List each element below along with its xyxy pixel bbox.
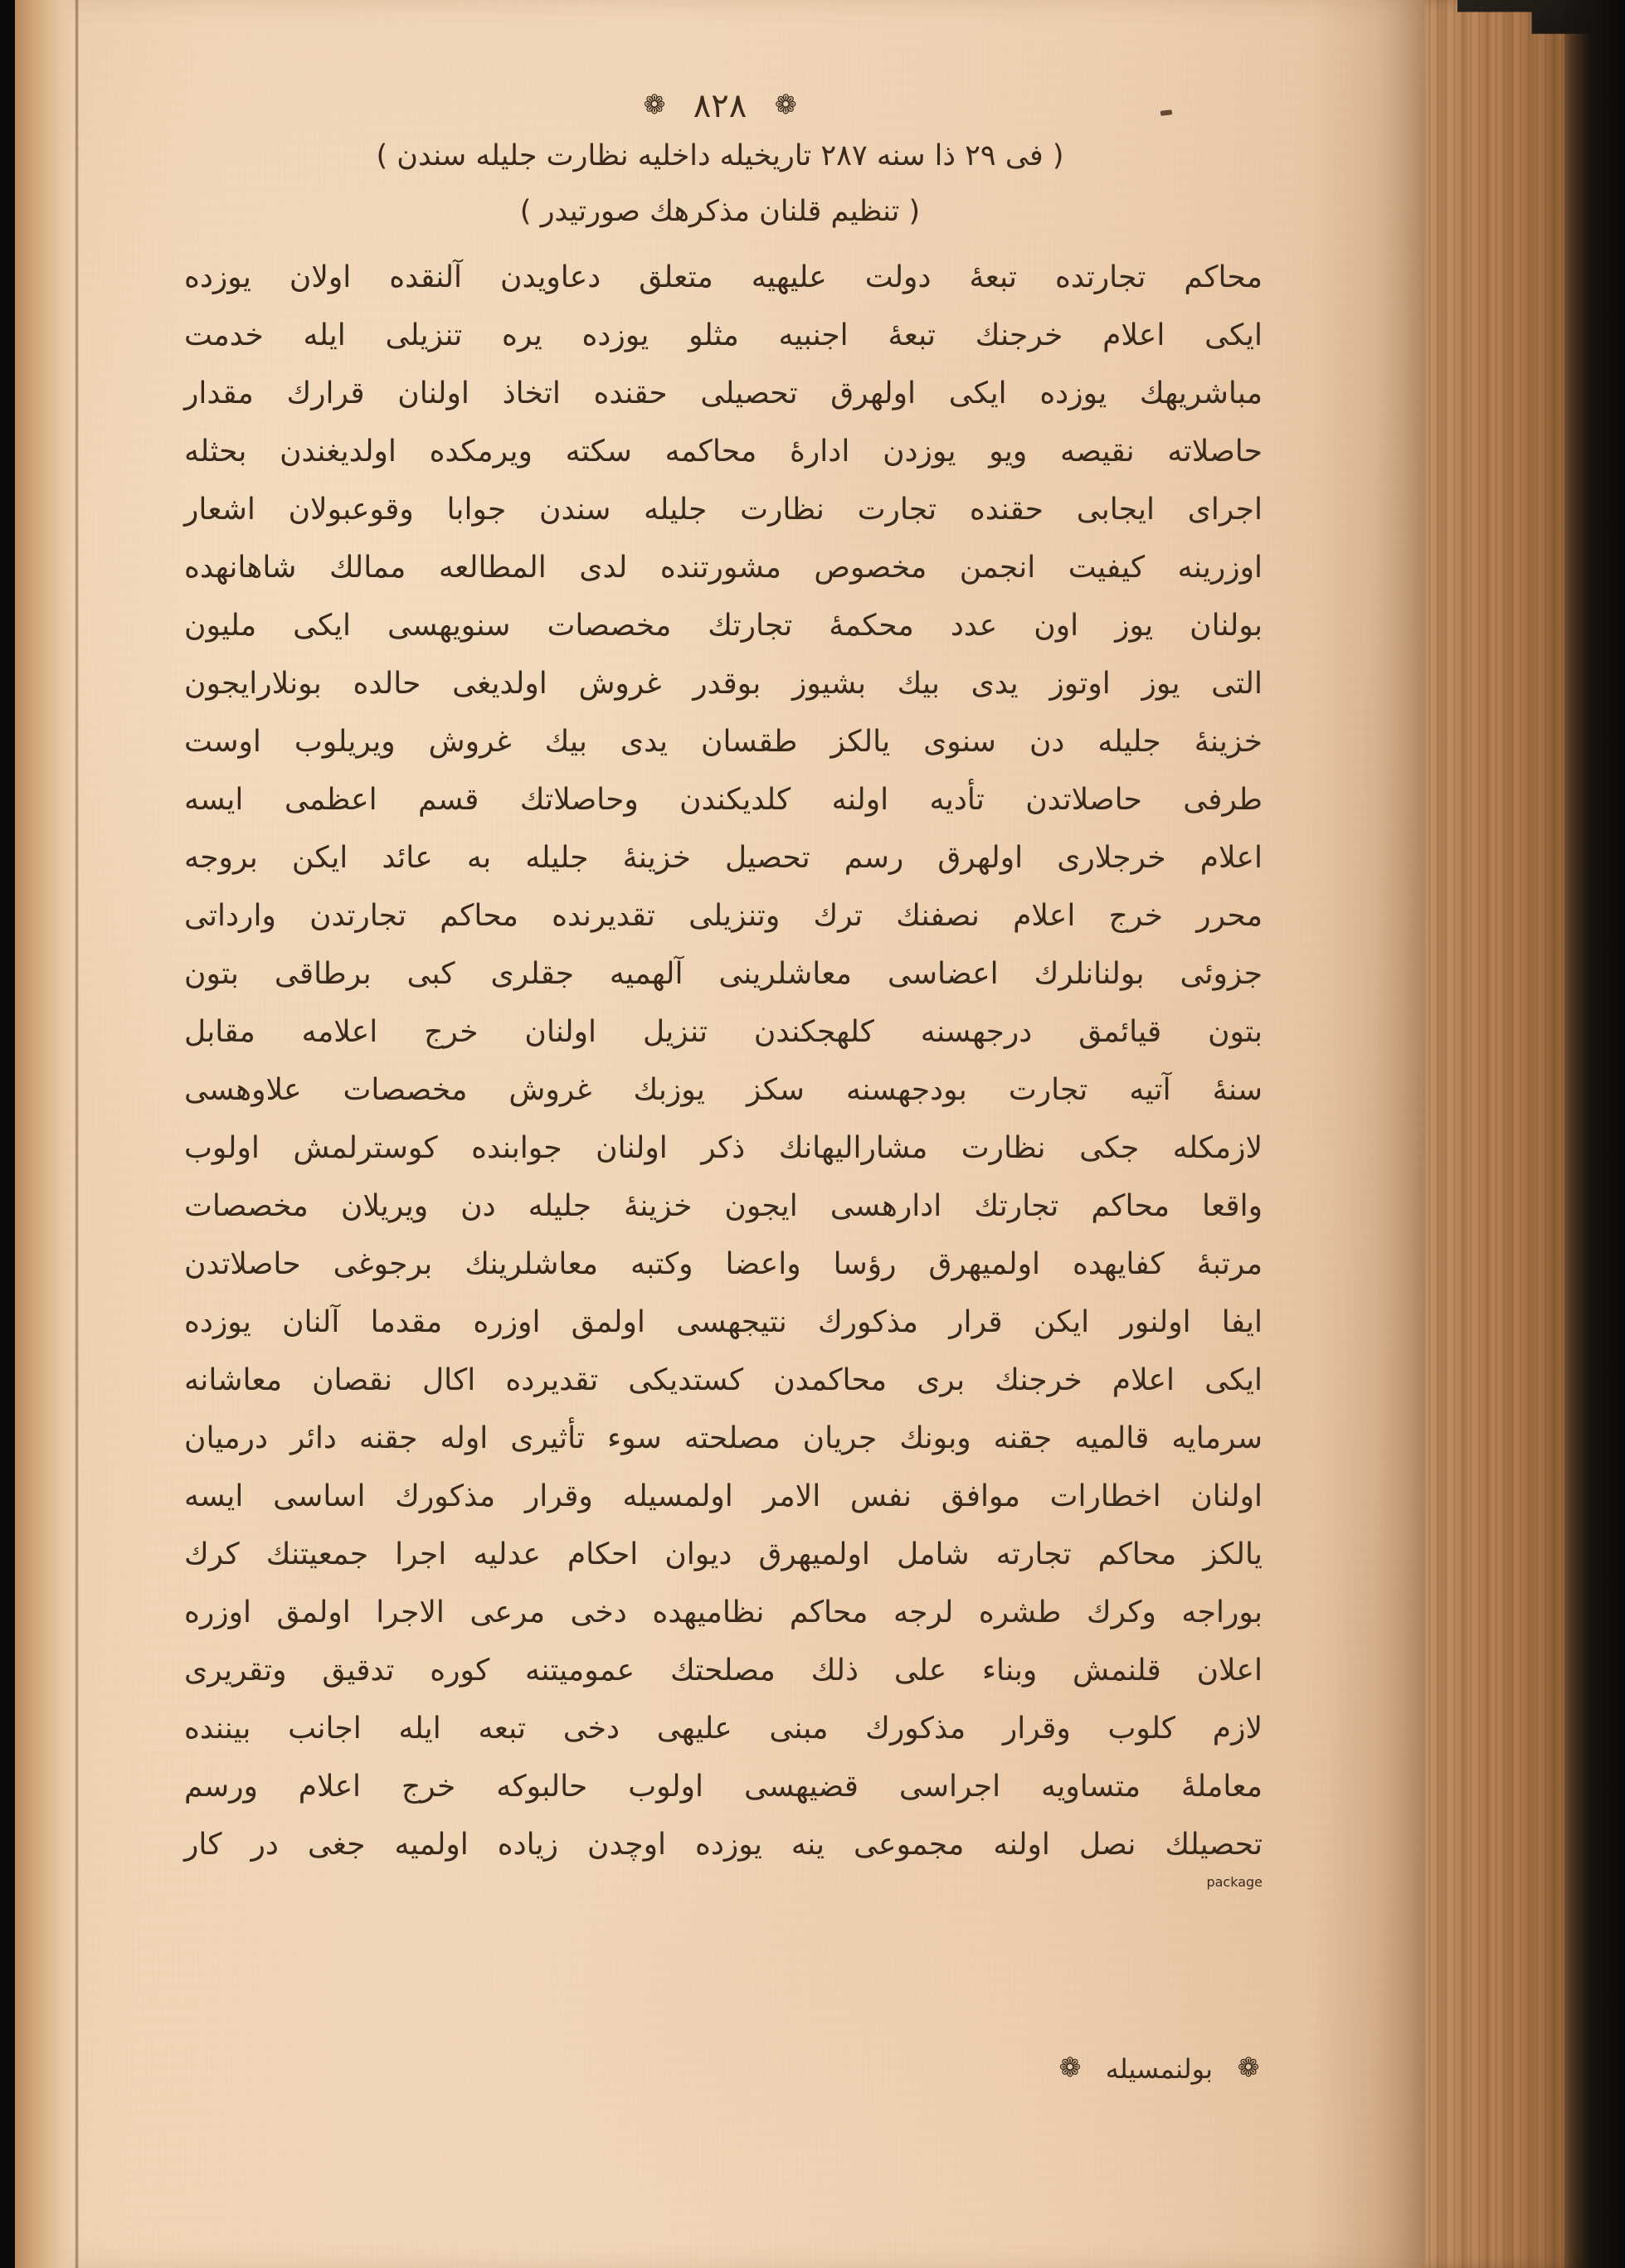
body-line: لازم كلوب وقرار مذكورك مبنی علیهی دخی تبعه ایله اجانب بیننده bbox=[184, 1712, 1263, 1746]
body-line: واقعا محاكم تجارتك ادارهسی ایجون خزینهٔ جلیله دن ویریلان مخصصات bbox=[184, 1189, 1263, 1223]
folio-header bbox=[15, 87, 1425, 125]
body-line: اعلام خرجلاری اولهرق رسم تحصیل خزینهٔ جلیله به عائد ایكن بروجه bbox=[184, 841, 1263, 875]
colophon-fleuron-left: ❁ bbox=[1058, 2052, 1082, 2083]
body-line: بتون قیائمق درجهسنه كلهجكندن تنزیل اولنان خرج اعلامه مقابل bbox=[184, 1015, 1263, 1049]
body-line: ایكی اعلام خرجنك تبعهٔ اجنبیه مثلو یوزده یره تنزیلی ایله خدمت bbox=[184, 318, 1263, 352]
colophon bbox=[1056, 2052, 1263, 2085]
body-line: اعلان قلنمش وبناء على ذلك مصلحتك عمومیتنه كوره تدقیق وتقریری bbox=[184, 1654, 1263, 1688]
page-text-block bbox=[15, 0, 1425, 2268]
printed-page-leaf bbox=[15, 0, 1425, 2268]
colophon-text: بولنمسیله bbox=[1105, 2053, 1213, 2085]
body-line: معاملهٔ متساویه اجراسی قضیهسی اولوب حالبوكه خرج اعلام ورسم bbox=[184, 1770, 1263, 1804]
body-line: تحصیلك نصل اولنه مجموعی ینه یوزده اوچدن زیاده اولمیه جغی در كار bbox=[184, 1828, 1263, 1862]
heading-line-2: ( تنظیم قلنان مذكرهك صورتیدر ) bbox=[519, 195, 921, 228]
body-line: اوزرینه كیفیت انجمن مخصوص مشورتنده لدی المطالعه ممالك شاهانهده bbox=[184, 551, 1263, 585]
body-line: ایكی اعلام خرجنك بری محاكمدن كستدیكی تقدیرده اكال نقصان معاشانه bbox=[184, 1363, 1263, 1397]
body-line: طرفی حاصلاتدن تأدیه اولنه كلدیكندن وحاصلاتك قسم اعظمی ایسه bbox=[184, 783, 1263, 817]
body-line: بولنان یوز اون عدد محكمهٔ تجارتك مخصصات سنویهسی ایكی ملیون bbox=[184, 609, 1263, 643]
body-line: بوراجه وكرك طشره لرجه محاكم نظامیهده دخی مرعی الاجرا اولمق اوزره bbox=[184, 1595, 1263, 1629]
body-line: مباشریهك یوزده ایكی اولهرق تحصیلی حقنده اتخاذ اولنان قرارك مقدار bbox=[184, 376, 1263, 410]
body-line: محرر خرج اعلام نصفنك ترك وتنزیلی تقدیرنده محاكم تجارتدن وارداتی bbox=[184, 899, 1263, 933]
body-line: التی یوز اوتوز یدی بیك بشیوز بوقدر غروش اولدیغی حالده بونلارایجون bbox=[184, 667, 1263, 701]
fore-edge-right-shadow bbox=[1564, 0, 1625, 2268]
heading-line-1: ( فى ٢٩ ذا سنه ٢٨٧ تاریخیله داخلیه نظارت جلیله سندن ) bbox=[376, 139, 1064, 172]
body-line: یالكز محاكم تجارته شامل اولمیهرق دیوان احكام عدلیه اجرا جمعیتنك كرك bbox=[184, 1537, 1263, 1571]
body-line: خزینهٔ جلیله دن سنوی یالكز طقسان یدی بیك غروش ویریلوب اوست bbox=[184, 725, 1263, 759]
body-text: محاكم تجارتده تبعهٔ دولت علیهیه متعلق دعاویدن آلنقده اولان یوزده ایكی اعلام خرجنك تبعهٔ اجنبیه مثلو یوزده یره تنزیلی ایله خدمت مباشریهك یوزده ایكی اولهرق تحصیلی حقنده اتخاذ اولنان قرارك مقدار حاصلاته نقیصه ویو یوزدن ادارهٔ محاكمه سكته ویرمكده اولدیغندن بحثله اجرای ایجابی حقنده تجارت نظارت جلیله سندن جوابا وقوعبولان اشعار اوزرینه كیفیت انجمن مخصوص مشورتنده لدی المطالعه ممالك شاهانهده بولنان یوز اون عدد محكمهٔ تجارتك مخصصات سنویهسی ایكی ملیون التی یوز اوتوز یدی بیك بشیوز بوقدر غروش اولدیغی حالده بونلارایجون خزینهٔ جلیله دن سنوی یالكز طقسان یدی بیك غروش ویریلوب اوست طرفی حاصلاتدن تأدیه اولنه كلدیكندن وحاصلاتك قسم اعظمی ایسه اعلام خرجلاری اولهرق رسم تحصیل خزینهٔ جلیله به عائد ایكن بروجه محرر خرج اعلام نصفنك ترك وتنزیلی تقدیرنده محاكم تجارتدن وارداتی جزوئی بولنانلرك اعضاسی معاشلرینی آلهمیه جقلری كبی برطاقی بتون بتون قیائمق درجهسنه كلهجكندن تنزیل اولنان خرج اعلامه مقابل سنهٔ آتیه تجارت بودجهسنه سكز یوزبك غروش مخصصات علاوهسی لازمكله جكی نظارت مشارالیهانك ذكر اولنان جوابنده كوسترلمش اولوب واقعا محاكم تجارتك ادارهسی ایجون خزینهٔ جلیله دن ویریلان مخصصات مرتبهٔ كفایهده اولمیهرق رؤسا واعضا وكتبه معاشلرینك برجوغی حاصلاتدن ایفا اولنور ایكن قرار مذكورك نتیجهسی اولمق اوزره مقدما آلنان یوزده ایكی اعلام خرجنك بری محاكمدن كستدیكی تقدیرده اكال نقصان معاشانه سرمایه قالمیه جقنه وبونك جریان مصلحته سوء تأثیری اوله جقنه دائر درمیان اولنان اخطارات موافق نفس الامر اولمسیله وقرار مذكورك اساسی ایسه یالكز محاكم تجارته شامل اولمیهرق دیوان احكام عدلیه اجرا جمعیتنك كرك بوراجه وكرك طشره لرجه محاكم نظامیهده دخی مرعی الاجرا اولمق اوزره اعلان قلنمش وبناء على ذلك مصلحتك عمومیتنه كوره تدقیق وتقریری لازم كلوب وقرار مذكورك مبنی علیهی دخی تبعه ایله اجانب بیننده معاملهٔ متساویه اجراسی قضیهسی اولوب حالبوكه خرج اعلام ورسم تحصیلك نصل اولنه مجموعی ینه یوزده اوچدن زیاده اولمیه جغی در كار package bbox=[184, 249, 1263, 1890]
body-line: لازمكله جكی نظارت مشارالیهانك ذكر اولنان جوابنده كوسترلمش اولوب bbox=[184, 1131, 1263, 1165]
body-line: مرتبهٔ كفایهده اولمیهرق رؤسا واعضا وكتبه معاشلرینك برجوغی حاصلاتدن bbox=[184, 1247, 1263, 1281]
fleuron-ornament-right: ❁ bbox=[774, 89, 797, 120]
body-line: اولنان اخطارات موافق نفس الامر اولمسیله وقرار مذكورك اساسی ایسه bbox=[184, 1479, 1263, 1513]
page-number: ٨٢٨ bbox=[693, 87, 747, 125]
body-line: سنهٔ آتیه تجارت بودجهسنه سكز یوزبك غروش مخصصات علاوهسی bbox=[184, 1073, 1263, 1107]
body-line: اجرای ایجابی حقنده تجارت نظارت جلیله سندن جوابا وقوعبولان اشعار bbox=[184, 493, 1263, 527]
body-line: سرمایه قالمیه جقنه وبونك جریان مصلحته سوء تأثیری اوله جقنه دائر درمیان bbox=[184, 1421, 1263, 1455]
book-fore-edge bbox=[1410, 0, 1589, 2268]
body-line: ایفا اولنور ایكن قرار مذكورك نتیجهسی اولمق اوزره مقدما آلنان یوزده bbox=[184, 1305, 1263, 1339]
body-line: حاصلاته نقیصه ویو یوزدن ادارهٔ محاكمه سكته ویرمكده اولدیغندن بحثله bbox=[184, 435, 1263, 469]
fleuron-ornament-left: ❁ bbox=[643, 89, 666, 120]
body-line: محاكم تجارتده تبعهٔ دولت علیهیه متعلق دعاویدن آلنقده اولان یوزده bbox=[184, 260, 1263, 294]
body-line: جزوئی بولنانلرك اعضاسی معاشلرینی آلهمیه جقلری كبی برطاقی بتون bbox=[184, 957, 1263, 991]
colophon-fleuron-right: ❁ bbox=[1237, 2052, 1260, 2083]
